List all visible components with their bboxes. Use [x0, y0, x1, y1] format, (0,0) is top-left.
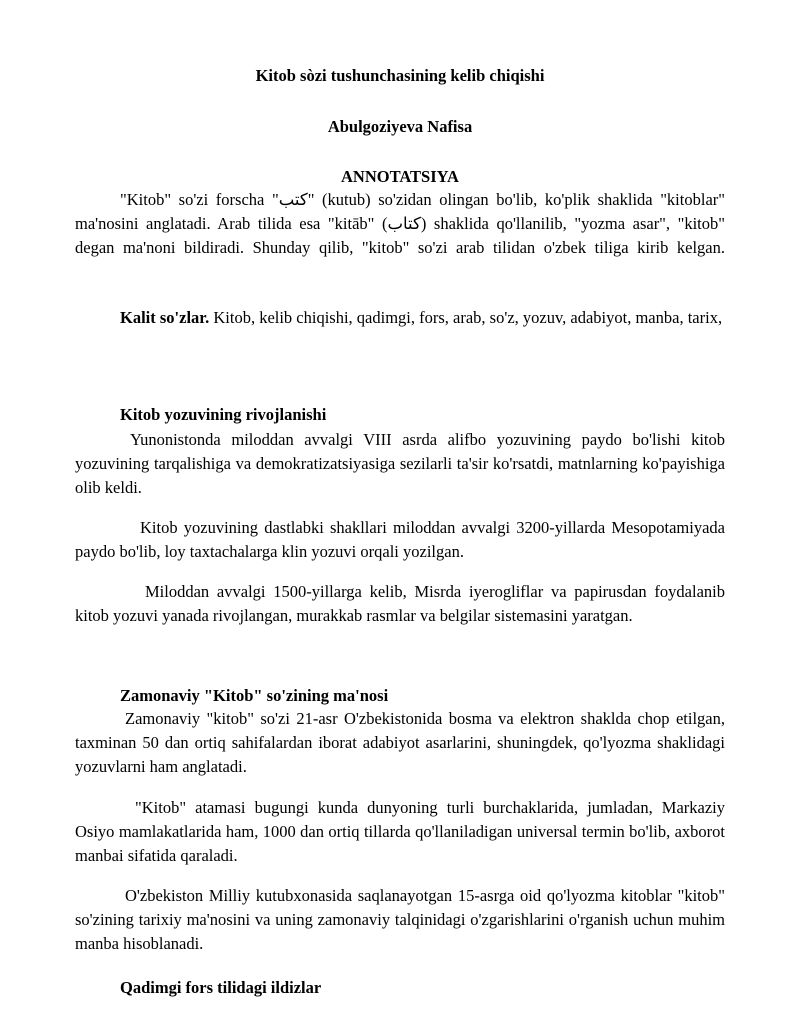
section-paragraph: Yunonistonda miloddan avvalgi VIII asrda alifbo yozuvining paydo bo'lishi kitob yozuvining tarqalishiga va demokratizatsiyasiga sezilarli ta'sir ko'rsatdi, matnlarning ko'payishiga olib keldi.	[75, 430, 725, 497]
document-title: Kitob sòzi tushunchasining kelib chiqishi	[255, 66, 545, 85]
section-paragraph: Miloddan avvalgi 1500-yillarga kelib, Misrda iyerogliflar va papirusdan foydalanib kitob yozuvi yanada rivojlangan, murakkab rasmlar va belgilar sistemasini yaratgan.	[75, 582, 725, 625]
section-paragraph: O'zbekiston Milliy kutubxonasida saqlanayotgan 15-asrga oid qo'lyozma kitoblar "kitob" so'zining tarixiy ma'nosini va uning zamonaviy talqinidagi o'zgarishlarini o'rganish uchun muhim manba hisoblanadi.	[75, 886, 725, 953]
section-paragraph: "Kitob" atamasi bugungi kunda dunyoning turli burchaklarida, jumladan, Markaziy Osiyo mamlakatlarida ham, 1000 dan ortiq tillarda qo'llaniladigan universal termin bo'lib, axborot manbai sifatida qaraladi.	[75, 798, 725, 865]
section-heading: Qadimgi fors tilidagi ildizlar	[120, 978, 322, 997]
section-heading: Zamonaviy "Kitob" so'zining ma'nosi	[120, 686, 389, 705]
keywords-paragraph	[75, 306, 725, 330]
keywords-text: Kitob, kelib chiqishi, qadimgi, fors, arab, so'z, yozuv, adabiyot, manba, tarix,	[209, 308, 723, 327]
section-paragraph: Kitob yozuvining dastlabki shakllari miloddan avvalgi 3200-yillarda Mesopotamiyada paydo bo'lib, loy taxtachalarga klin yozuvi orqali yozilgan.	[75, 518, 725, 561]
section-paragraph: Zamonaviy "kitob" so'zi 21-asr O'zbekistonida bosma va elektron shaklda chop etilgan, taxminan 50 dan ortiq sahifalardan iborat adabiyot asarlarini, shuningdek, qo'lyozma shaklidagi yozuvlarni ham anglatadi.	[75, 709, 725, 776]
keywords-label: Kalit so'zlar.	[120, 308, 210, 327]
author-name: Abulgoziyeva Nafisa	[327, 117, 473, 136]
section-heading: Kitob yozuvining rivojlanishi	[120, 405, 327, 424]
annotation-heading: ANNOTATSIYA	[341, 167, 459, 186]
annotation-paragraph: "Kitob" so'zi forscha "كتب" (kutub) so'zidan olingan bo'lib, ko'plik shaklida "kitoblar" ma'nosini anglatadi. Arab tilida esa "kitāb" (كتاب) shaklida qo'llanilib, "yozma asar", "kitob" degan ma'noni bildiradi. Shunday qilib, "kitob" so'zi arab tilidan o'zbek tiliga kirib kelgan.	[75, 190, 725, 257]
